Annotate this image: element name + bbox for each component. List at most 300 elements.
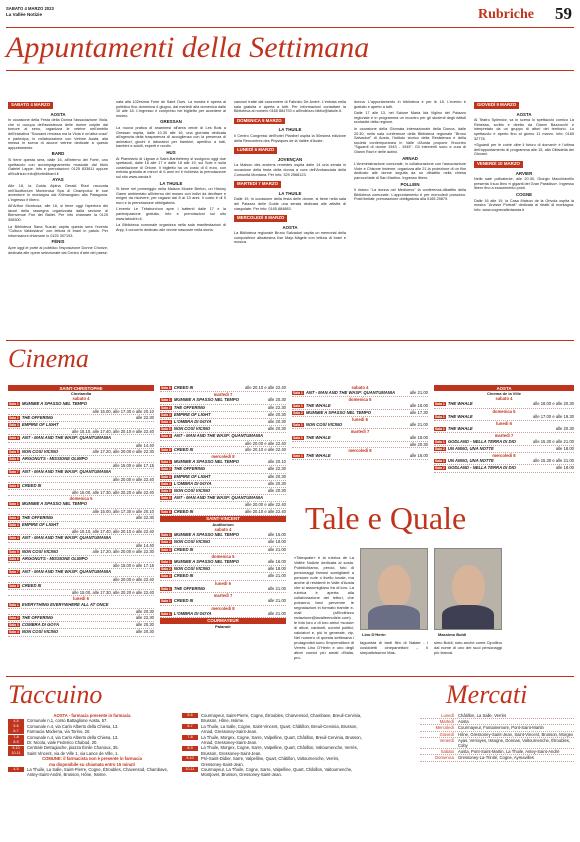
market-day: Lunedì <box>441 713 454 718</box>
movie-title <box>8 422 59 428</box>
events-col-1 <box>8 100 108 257</box>
movie-title-text: MUMMIE A SPASSO NEL TEMPO <box>173 559 239 565</box>
cinema-venue: Auditorium <box>212 521 234 527</box>
movie-title <box>160 419 212 425</box>
masthead <box>6 4 574 26</box>
showtime-row <box>160 611 286 618</box>
showtime-row <box>160 447 286 454</box>
section-title: Rubriche <box>478 7 534 22</box>
showtime-row <box>160 598 286 605</box>
movie-title-text: UN ANNO, UNA NOTTE <box>447 445 494 451</box>
showtime: alle 22.30 <box>135 514 154 520</box>
showtime-row <box>434 439 574 446</box>
movie-title <box>160 566 210 572</box>
showtime: alle 20.30 <box>135 608 154 614</box>
date-badge: 4-5 <box>8 767 24 772</box>
event-town: LA THUILE <box>278 127 302 133</box>
event-town: HUS <box>166 149 176 155</box>
pharmacy-text: Courmayeur, La Thuile, Cogne, Sarre, Valpelline, Quart, Châtillon, Valtournenche, Montjovet, Brusson, Gressoney-Saint-Jean. <box>201 767 353 778</box>
showtime: alle 15.00 e alle 17.15 <box>113 563 154 569</box>
market-day: Sabato <box>440 749 454 755</box>
showtime: alle 20.30 <box>267 426 286 432</box>
cinema-rule <box>6 340 574 341</box>
movie-title <box>160 397 239 403</box>
showtime-row <box>8 556 154 563</box>
movie-title-text: EMPIRE OF LIGHT <box>21 522 59 528</box>
showtime-row <box>8 515 154 522</box>
showtime: alle 20.10 e alle 22.40 <box>245 385 286 390</box>
screen-badge: Sala 1 <box>9 402 19 407</box>
movie-title <box>8 501 87 507</box>
event-town: ARVIER <box>515 170 533 176</box>
showtime <box>152 535 154 541</box>
showtime-row <box>8 549 154 556</box>
market-day: Mercoledì <box>435 725 454 731</box>
movie-title-text: MUMMIE A SPASSO NEL TEMPO <box>21 501 87 507</box>
day-heading: domenica 5 <box>492 408 516 414</box>
showtime <box>152 501 154 507</box>
event-text: Il ristoro "La donna nel Medioevo" la conferenza-dibattito della Biblioteca comunale. L'appuntamento è per mercoledì prossimo. Posti limitati; prenotazione obbligatoria alla 0165 25879. <box>354 188 466 202</box>
screen-badge: Sala 3 <box>9 523 19 528</box>
movie-title-text: EMPIRE OF LIGHT <box>21 422 59 428</box>
showtime: alle 20.30 <box>409 441 428 447</box>
showtime-row <box>434 414 574 421</box>
screen-badge: Sala 1 <box>435 414 445 419</box>
showtime <box>152 435 154 441</box>
screen-badge: Sala 3 <box>161 547 171 552</box>
events-col-3 <box>234 100 346 247</box>
showtime: alle 15.30 e alle 21.00 <box>533 458 574 464</box>
market-day: Venerdì <box>439 737 454 743</box>
movie-title <box>160 426 210 432</box>
showtime <box>152 583 154 589</box>
movie-title <box>8 522 59 528</box>
cinema-venue: Cinema de la Ville <box>487 391 521 396</box>
talequale-text-3: simo Boldi, noto anche come Cipollino dal nome di uno dei suoi personaggi più famosi. <box>434 640 502 655</box>
movie-title-text: CREED III <box>173 446 194 452</box>
showtime: alle 20.30 <box>555 426 574 432</box>
movie-title <box>8 401 87 407</box>
date-badge: 7-8 <box>182 735 198 740</box>
showtime-row <box>8 583 154 590</box>
movie-title-text: MUMMIE A SPASSO NEL TEMPO <box>21 401 87 407</box>
showtime <box>152 469 154 475</box>
market-day: Martedì <box>439 719 454 725</box>
market-towns: Châtillon, La Salle, Verrès <box>458 713 507 718</box>
talequale-text-1: «Talequale» è la rubrica de La Vallée Notizie dedicata ai sosia. Pubblichiamo, perciò, foto di personaggi famosi somiglianti a persone note o livello locale, ma anche di residenti in Valle d'Aosta che si assomigliano fra di loro. La rubrica è aperta alla collaborazione dei lettori, che potranno farci pervenire le segnalazioni in formato tramite e-mail (all'indirizzo redazione@lavalleenotizie.com) le foto loro o di loro amici «sosia» di attori, cantanti, uomini politici, calciatori e, più in generale, vip. Nel numero di questa settimana i protagonisti sono l'imprenditore di Verrès Lino D'Herin e uno degli attori comici più amati d'Italia, pro- <box>294 555 354 660</box>
event-town: BARD <box>51 151 65 157</box>
screen-badge: Sala 3 <box>161 474 171 479</box>
event-text: Si tiene nel pomeriggio nella Maison Musée Berton, un History Game ambientato all'interno del museo con indizi da decifrare e enigmi da risolvere, per ragazzi dai 8 ai 13 anni. Il costo è di 5 euro e la prenotazione obbligatoria. <box>116 187 226 205</box>
movie-title <box>160 539 210 545</box>
showtime: alle 20.10 e alle 22.40 <box>245 446 286 452</box>
market-day: Domenica <box>435 755 454 761</box>
showtime: alle 22.30 <box>135 414 154 420</box>
movie-title <box>8 415 53 421</box>
movie-title <box>160 459 239 465</box>
movie-title <box>160 433 263 439</box>
showtime: alle 15.00, alle 17.30 e alle 20.10 <box>92 408 154 414</box>
movie-title <box>434 401 473 407</box>
movie-title-text: CREED III <box>173 385 194 390</box>
screen-badge: Sala 1 <box>161 611 171 616</box>
screen-badge: Sala 2 <box>9 415 19 420</box>
event-text: canzoni tratte dal canzoniere di Fabrizio De André. L'entrata nella sala gratuita e aperta a tutti. Per informazioni contattare la Biblioteca al numero 0165 884793 o all'indirizzo biblio@latuile.it. <box>234 100 346 114</box>
showtime-row <box>160 419 286 426</box>
cinema-title: Cinema <box>8 344 89 373</box>
day-heading: mercoledì 8 <box>348 448 372 454</box>
showtime: alle 22.30 <box>267 404 286 410</box>
showtime-row <box>160 586 286 593</box>
event-text: In occasione della Giornata internazionale della Donna, dalle 20.30, nella sala conferenze della Biblioteca regionale "Bruno Salvadori" di Aosta, l'Istituto storico della Resistenza e della società contemporanea in Valle d'Aosta propone l'incontro "Sguardi di donne 1943 - 1945". Gli interventi sono a cura di Gianni Ravi e delle autrici. <box>354 126 466 154</box>
movie-title-text: GODLAND - NELLA TERRA DI DIO <box>447 465 516 471</box>
pharmacy-text: Dr. Nicola, viale Federico Chabod, 20. <box>27 740 98 746</box>
event-text: La Biblioteca Sana Suzuki ospita questa sera l'evento "Cultura Valdostana" con lettura di brani in patois. Per informazioni chiamare lo 0125 307193. <box>8 224 108 238</box>
screen-badge: Sala 1 <box>435 402 445 407</box>
showtime: alle 18.00 <box>409 434 428 440</box>
showtime: alle 15.00, alle 17.30, alle 20.20 e alle 22.40 <box>72 490 154 496</box>
showtime-row <box>8 602 154 609</box>
showtime: alle 17.30 <box>409 409 428 415</box>
screen-badge: Sala 8 <box>161 447 171 452</box>
pharmacy-text: Farmacia Moderna, via Torino, 20. <box>27 729 91 735</box>
screen-badge: Sala 2 <box>435 466 445 471</box>
movie-title <box>8 549 58 555</box>
pharmacy-text: Comunale n.4, via Carlo Alberto della Chiesa, 13. <box>27 734 119 740</box>
movie-title-text: NON COSÌ VICINO <box>21 629 59 635</box>
showtime-row <box>160 466 286 473</box>
showtime <box>152 602 154 608</box>
movie-title-text: NON COSÌ VICINO <box>173 488 211 494</box>
showtime: alle 16.00 <box>267 532 286 538</box>
showtime-row <box>292 453 428 460</box>
market-day: Giovedì <box>439 731 454 737</box>
screen-badge: Sala 8 <box>9 483 19 488</box>
showtime: alle 22.30 <box>267 466 286 472</box>
day-heading: martedì 7 <box>213 392 233 398</box>
movie-title <box>160 495 263 501</box>
event-town: GRESSAN <box>160 119 182 125</box>
showtime: alle 21.00 <box>409 390 428 396</box>
event-text: Al Teatro Splendor, va in scena lo spettacolo comico La Rimessa, scritto e diretto da Gianni Bazzocchi e interpretato da un gruppo di attori del territorio. Lo spettacolo è aperto fino al giorno 11 marzo. Info: 0165 32778. <box>474 118 574 141</box>
showtime-row <box>8 449 154 456</box>
movie-title-text: MUMMIE A SPASSO NEL TEMPO <box>173 459 239 465</box>
showtime-row <box>8 422 154 429</box>
movie-title-text: THE OFFERING <box>173 585 205 591</box>
showtime: alle 16.00 <box>267 559 286 565</box>
day-heading: sabato 4 <box>495 396 513 402</box>
movie-title <box>8 602 108 608</box>
event-town: LA THUILE <box>278 190 302 196</box>
cinema-col-4 <box>434 385 574 473</box>
showtime-row <box>434 446 574 453</box>
showtime-row <box>160 488 286 495</box>
market-towns: Aosta <box>458 719 469 725</box>
movie-title-text: THE OFFERING <box>173 404 205 410</box>
showtime-row <box>8 615 154 622</box>
event-text: All'Arthur Montrosa, alle 16, si tiene oggi l'apertura dei lavori della rassegna organizzata dalla sezione di Bienvenue Fior del Ballet. Per info chiamare la 0125 308300. <box>8 204 108 223</box>
screen-badge: Sala 1 <box>161 599 171 604</box>
showtime: alle 14.40 <box>135 542 154 548</box>
event-text: La Biblioteca comunale organizza nella sala manifestazioni di Arpy, il concerto dedicato alle donne nascoste nella storia. <box>116 223 226 232</box>
date-badge: 9-10 <box>182 756 198 761</box>
cinema-header: COURMAYEUR <box>160 618 286 624</box>
screen-badge: Sala 4 <box>161 481 171 486</box>
movie-title <box>160 509 193 515</box>
showtime: alle 17.00 e alle 19.30 <box>533 413 574 419</box>
cinema-header: AOSTA <box>434 385 574 391</box>
screen-badge: Sala 1 <box>161 560 171 565</box>
screen-badge: Sala 1 <box>293 423 303 428</box>
movie-title-text: L'OMBRA DI GOYA <box>173 419 212 425</box>
movie-title-text: ANT - MAN AND THE WASP: QUANTUMANIA <box>21 535 111 541</box>
showtime: alle 20.00 e alle 22.40 <box>245 502 286 508</box>
date-badge: 7-8 <box>8 735 24 740</box>
date-badge: 8-9 <box>8 740 24 745</box>
day-heading: sabato 4 <box>214 527 232 533</box>
movie-title <box>160 447 193 453</box>
movie-title <box>434 414 473 420</box>
date-badge: 5-6 <box>182 713 198 718</box>
taccuino-heading: AOSTA - farmacia presente in farmacia <box>53 713 131 718</box>
event-text: donna. L'appuntamento in biblioteca è per le 18. L'evento è gratuito e aperto a tutti. <box>354 100 466 109</box>
paper-name: La Vallée Notizie <box>6 12 42 17</box>
movie-title <box>160 573 193 579</box>
pharmacy-text: La Thuile, Morgex, Cogne, Sarre, Valpelline, Quart, Châtillon, Valtournenche, Verrès, Brusson, Gressoney-Saint-Jean. <box>201 745 358 756</box>
movie-title-text: CREED III <box>21 482 42 488</box>
event-text: Nelle sale polivalente, alle 20.30, Giorgio Macchiavello presenta il suo libro «I giganti del Gran Paradiso». Ingresso libero fino a esaurimento posti. <box>474 177 574 191</box>
screen-badge: Sala 6 <box>9 557 19 562</box>
movie-title-text: CREED III <box>173 508 194 514</box>
pharmacy-text: La Thuile, La Salle, Saint-Pierre, Cogne, Étroubles, Chavensod, Chambave, Antey-Saint-André, Brusson, Hône, Issime. <box>27 767 168 778</box>
screen-badge: Sala 2 <box>9 515 19 520</box>
showtime: alle 20.30 <box>267 473 286 479</box>
mercati-title: Mercati <box>446 680 528 709</box>
event-text: La Maison des anciens remèdes ospita dalle 14 una serata in occasione della festa della donna a cura dell'Ambasciata della Comunità Montana. Per info: 329 2568123. <box>234 163 346 177</box>
movie-title <box>160 488 210 494</box>
screen-badge: Sala 2 <box>435 446 445 451</box>
movie-title-text: GODLAND - NELLA TERRA DI DIO <box>447 438 516 444</box>
movie-title <box>8 456 88 462</box>
day-heading: domenica 5 <box>348 397 372 403</box>
events-title: Appuntamenti della Settimana <box>6 31 370 64</box>
movie-title-text: EMPIRE OF LIGHT <box>173 473 211 479</box>
movie-title <box>434 439 516 445</box>
taccuino-notice: ma disponibile su chiamata entro 15 minuti <box>49 761 135 767</box>
showtime-row <box>160 495 286 502</box>
screen-badge: Sala 2 <box>161 540 171 545</box>
showtime-row <box>8 435 154 442</box>
showtime-row <box>160 539 286 546</box>
pharmacy-text: Courmayeur, Saint-Pierre, Cogne, Étroubles, Charvensod, Chambave, Breuil-Cervinia, Brusson, Hône, Issime. <box>201 713 362 724</box>
movie-title <box>8 483 41 489</box>
pharmacy-text: Saint Vincent, via de Ville 1, via Lance de Ville, 1. <box>27 750 119 756</box>
pharmacy-text: Comunale n.1, corso Battaglione Aosta, 57. <box>27 718 108 724</box>
movie-title <box>8 556 88 562</box>
showtime-row <box>160 412 286 419</box>
showtime <box>152 556 154 562</box>
cinema-venue: Cinelandia <box>70 391 92 396</box>
showtime-row <box>8 569 154 576</box>
movie-title <box>8 535 111 541</box>
events-rule <box>6 70 574 71</box>
showtime-row <box>434 426 574 433</box>
event-text: La nuova pratica di anamnesi all'area verde di Les Bois a Gressan ospita, dalle 10.30 alle 16, una giornata dedicata all'agenzia della trasparenza di accoglienza con la presenza di animatori, giochi e laboratori per bambini, aperitivo a tutti, bambini e adulti, esperti e nordic. <box>116 125 226 149</box>
showtime-row <box>8 415 154 422</box>
screen-badge: Sala 4 <box>9 436 19 441</box>
pharmacy-row <box>182 745 362 756</box>
movie-title-text: EMPIRE OF LIGHT <box>173 411 211 417</box>
day-heading: martedì 7 <box>350 429 370 435</box>
pharmacy-row <box>8 767 176 778</box>
photo-lino-dherin <box>360 548 428 630</box>
event-text: Alle 18, la Guida Alpina Gerald Rizzi racconta nell'Auditorium Monterosa Spa di Champoluc le sue avventure in montagna dal Kilimangiaro alla Patagonia. L'ingresso è libero. <box>8 183 108 202</box>
day-heading: sabato 4 <box>351 385 369 390</box>
movie-title <box>292 453 331 459</box>
movie-title-text: L'OMBRA DI GOYA <box>173 610 212 616</box>
movie-title <box>160 385 193 391</box>
movie-title-text: THE OFFERING <box>21 414 53 420</box>
showtime <box>152 569 154 575</box>
showtime: alle 20.10 e alle 22.40 <box>245 508 286 514</box>
event-text: La Biblioteca regionale Bruno Salvadori ospita un memorial della compositrice altoatesina Ilse Mayr-Nägele con lettura di brani e musica. <box>234 231 346 245</box>
showtime: alle 22.30 <box>135 614 154 620</box>
movie-title-text: ARGONUTS - MISSIONE OLIMPO <box>21 556 88 562</box>
photo-massimo-boldi <box>434 548 502 630</box>
showtime-row <box>292 390 428 397</box>
screen-badge: Sala 3 <box>9 423 19 428</box>
event-text: Dalle 16 alle 19, la Casa Maison de la Grivola ospita la mostra "Arvisse Portrait" dedicata ai ritratti di montagna. Info: www.cognevalledaosta.it <box>474 198 574 212</box>
movie-title-text: ANT - MAN AND THE WASP: QUANTUMANIA <box>173 433 263 439</box>
event-text: Al Planetario di Lignan a Saint-Barthélemy si svolgono oggi due spettacoli, dalle 16 alle 17 e dalle 18 alle 19, sul Sole e sulla costellazione di Orione. Il biglietto ha un costo di 6 euro, con entrata gratuita ai minori di 6 anni ed è richiesta la prenotazione sul sito www.oavda.it <box>116 156 226 179</box>
mercati-list <box>420 713 574 762</box>
showtime-row <box>160 405 286 412</box>
movie-title <box>160 559 239 565</box>
showtime-row <box>8 522 154 529</box>
date-badge: 9-10 <box>8 746 24 751</box>
cinema-header: SAINT-VINCENT <box>160 516 286 522</box>
cinema-header: SAINT-CHRISTOPHE <box>8 385 154 391</box>
movie-title-text: NON COSÌ VICINO <box>173 539 211 545</box>
movie-title-text: NON COSÌ VICINO <box>173 566 211 572</box>
showtime: alle 21.00 <box>409 422 428 428</box>
date-badge: 10-11 <box>8 751 24 756</box>
showtime: alle 18.00 <box>267 539 286 545</box>
showtime-row <box>160 559 286 566</box>
day-heading: lunedì 6 <box>215 580 231 586</box>
showtime-row <box>8 629 154 636</box>
market-towns: Aosta, Pont-Saint-Martin, La Thuile, Antey-Saint-André <box>458 749 560 755</box>
day-heading: mercoledì 8 <box>211 605 235 611</box>
movie-title <box>434 446 494 452</box>
showtime-row <box>292 435 428 442</box>
date-badge: 8-9 <box>182 746 198 751</box>
screen-badge: Sala 5 <box>161 427 171 432</box>
showtime: alle 18.00 e alle 20.30 <box>533 401 574 407</box>
showtime: alle 20.00 e alle 22.40 <box>113 576 154 582</box>
showtime: alle 17.20, alle 20.00 e alle 22.30 <box>92 548 154 554</box>
movie-title-text: THE WHALE <box>305 402 331 408</box>
event-town: JOVENÇAN <box>277 156 303 162</box>
pharmacy-text: Comunale n.4, via Carlo Alberto della Chiesa, 13. <box>27 723 119 729</box>
events-col-4 <box>354 100 466 204</box>
movie-title-text: THE OFFERING <box>173 466 205 472</box>
event-town: AOSTA <box>516 111 532 117</box>
movie-title-text: MUMMIE A SPASSO NEL TEMPO <box>305 409 371 415</box>
event-town: AYAS <box>52 177 64 183</box>
showtime: alle 20.30 <box>267 480 286 486</box>
movie-title-text: NON COSÌ VICINO <box>21 548 59 554</box>
taccuino-col-2 <box>182 713 362 778</box>
date-badge: 10-11 <box>182 767 198 772</box>
movie-title <box>8 622 59 628</box>
movie-title-text: ANT - MAN AND THE WASP: QUANTUMANIA <box>173 495 263 501</box>
event-text: Dalle 17 alle 13, nel Salone Maria Ida Viglino del Palazzo regionale è in programma un incontro per gli studenti degli istituti scolastici della regione. <box>354 111 466 125</box>
caption-boldi: Massimo Boldi <box>438 632 467 637</box>
showtime-row <box>160 547 286 554</box>
movie-title <box>160 532 239 538</box>
showtime: alle 15.00 e alle 17.15 <box>113 463 154 469</box>
taccuino-title: Taccuino <box>8 680 103 709</box>
screen-badge: Sala 6 <box>161 434 171 439</box>
movie-title <box>160 405 205 411</box>
showtime: alle 20.00 e alle 22.40 <box>245 440 286 446</box>
movie-title-text: ANT - MAN AND THE WASP: QUANTUMANIA <box>21 569 111 575</box>
movie-title-text: L'OMBRA DI GOYA <box>173 480 212 486</box>
date-tag: MERCOLEDÌ 8 MARZO <box>234 215 287 222</box>
showtime-row <box>160 474 286 481</box>
day-heading: martedì 7 <box>213 593 233 599</box>
showtime-row <box>8 535 154 542</box>
showtime: alle 20.30 <box>267 488 286 494</box>
movie-title <box>160 481 212 487</box>
movie-title <box>292 390 395 396</box>
movie-title <box>160 474 211 480</box>
screen-badge: Sala 2 <box>161 567 171 572</box>
market-towns: Gressoney-La-Trinité, Cogne, Aymavilles <box>458 755 534 761</box>
screen-badge: Sala 3 <box>161 412 171 417</box>
showtime: alle 14.40 <box>135 442 154 448</box>
showtime: alle 21.00 <box>267 610 286 616</box>
screen-badge: Sala 1 <box>161 398 171 403</box>
movie-title <box>8 629 58 635</box>
showtime-row <box>292 422 428 429</box>
date-badge: 6-7 <box>8 729 24 734</box>
date-tag: DOMENICA 5 MARZO <box>234 118 285 125</box>
showtime: alle 20.30 <box>135 622 154 628</box>
market-towns: Courmayeur, Fontainemore, Pont-Saint-Martin <box>458 725 544 731</box>
movie-title <box>160 547 193 553</box>
movie-title-text: COMBRA DI GOYA <box>21 622 60 628</box>
showtime-row <box>8 456 154 463</box>
movie-title-text: ARGONUTS - MISSIONE OLIMPO <box>21 456 88 462</box>
showtime-row <box>8 622 154 629</box>
showtime-row <box>160 433 286 440</box>
movie-title <box>8 515 53 521</box>
showtime: alle 18.00 <box>555 445 574 451</box>
event-text: Dalle 19, in occasione della festa delle donne, si tiene nella sala del Palazzo delle Guide una serata dedicata alle attività di ciaspolate. Per info: 0165 884883. <box>234 197 346 211</box>
taccuino-notice: COMUNE: il farmacista non è presente in farmacia <box>42 756 142 762</box>
showtime: alle 20.10 <box>267 459 286 465</box>
movie-title-text: MUMMIE A SPASSO NEL TEMPO <box>173 397 239 403</box>
event-town: ARNAD <box>402 155 418 161</box>
showtime-row <box>434 401 574 408</box>
event-town: FÉNIS <box>51 239 65 245</box>
screen-badge: Sala 4 <box>9 630 19 635</box>
showtime-row <box>160 532 286 539</box>
event-town: AOSTA <box>50 111 66 117</box>
talequale-title: Tale e Quale <box>305 500 467 536</box>
